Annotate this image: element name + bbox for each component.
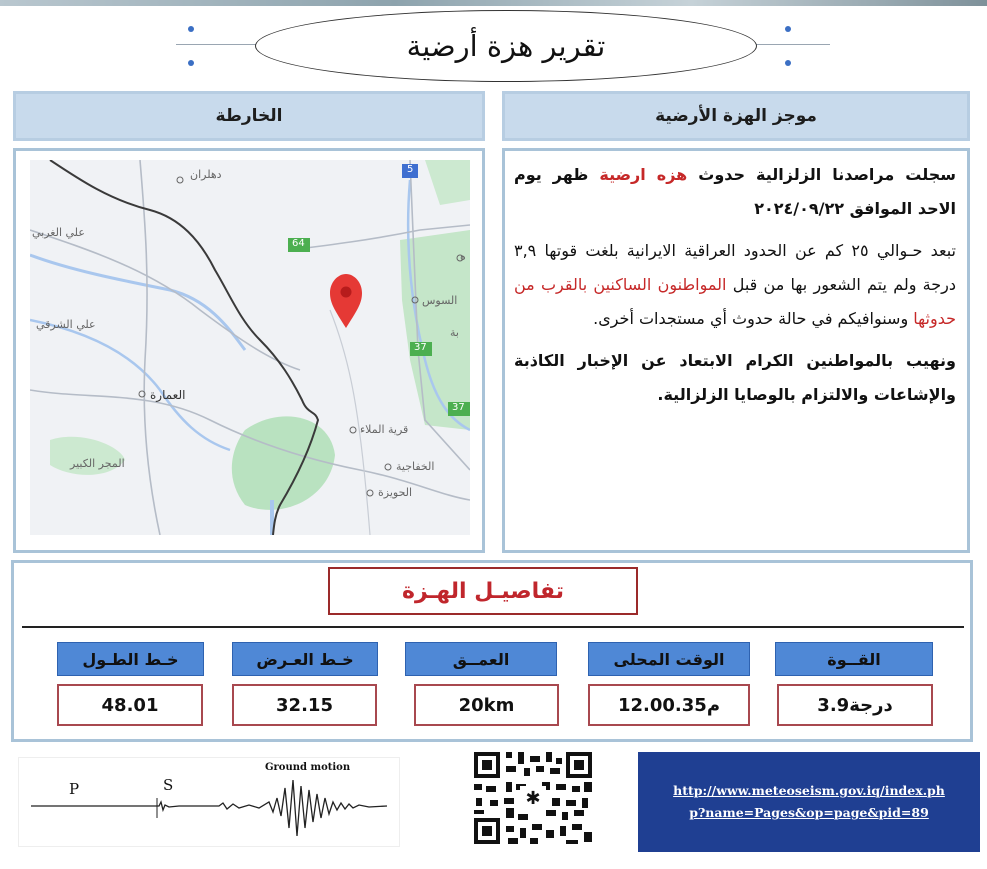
magnitude-label: القــوة — [775, 642, 933, 676]
details-divider — [22, 626, 964, 628]
title-deco-dot — [188, 60, 194, 66]
map-label-khafajiya: الخفاجية — [396, 460, 435, 473]
latitude-label: خـط العـرض — [232, 642, 378, 676]
qr-code-graphic — [470, 748, 596, 848]
title-deco-dot — [785, 60, 791, 66]
seismogram-graphic — [18, 757, 400, 847]
bottom-margin — [0, 852, 987, 869]
map-label-dehloran: دهلران — [190, 168, 222, 181]
title-deco-dot — [188, 26, 194, 32]
road-64-label: 64 — [292, 238, 305, 249]
location-map[interactable] — [30, 160, 470, 535]
map-label-edge: ه — [460, 250, 466, 263]
map-label-ali-sharqi: علي الشرقي — [36, 318, 96, 331]
report-highlight: هزه ارضية — [599, 165, 688, 184]
road-37-label: 37 — [452, 402, 465, 413]
website-panel — [638, 752, 980, 852]
page-title: تقرير هزة أرضية — [255, 10, 757, 82]
magnitude-value: 3.9درجة — [777, 684, 933, 726]
website-link-line-1[interactable]: http://www.meteoseism.gov.iq/index.ph — [673, 783, 945, 798]
report-text-span: ظهر يوم الاحد الموافق ٢٠٢٤/٠٩/٢٢ — [514, 165, 956, 218]
report-text-span: تبعد حـوالي ٢٥ كم عن الحدود العراقية الايرانية بلغت قوتها ٣,٩ درجة ولم يتم الشعور بها من قبل — [514, 241, 956, 294]
report-paragraph-2 — [514, 234, 956, 336]
p-wave-label: P — [69, 780, 80, 798]
title-deco-line-left — [176, 44, 256, 45]
map-label-amarah: العمارة — [150, 388, 186, 402]
title-deco-dot — [785, 26, 791, 32]
svg-text:✱: ✱ — [525, 788, 541, 809]
report-highlight: المواطنون الساكنين بالقرب من حدوثها — [514, 275, 956, 328]
ground-motion-caption: Ground motion — [265, 762, 351, 773]
report-text-span: وسنوافيكم في حالة حدوث أي مستجدات أخرى. — [593, 309, 914, 328]
map-label-edge: بة — [450, 326, 459, 339]
map-label-susa: السوس — [422, 294, 458, 307]
report-text — [514, 158, 956, 420]
report-text-span: سجلت مراصدنا الزلزالية حدوث — [687, 165, 956, 184]
depth-value: 20km — [414, 684, 559, 726]
local-time-label: الوقت المحلى — [588, 642, 750, 676]
depth-label: العمــق — [405, 642, 557, 676]
longitude-label: خـط الطـول — [57, 642, 204, 676]
map-label-ali-gharbi: علي الغربي — [32, 226, 85, 239]
details-heading: تفاصيـل الهـزة — [328, 567, 638, 615]
map-graphic — [30, 160, 470, 535]
s-wave-label: S — [163, 776, 174, 794]
report-paragraph-1 — [514, 158, 956, 226]
map-heading: الخارطة — [13, 91, 485, 141]
top-banner-strip — [0, 0, 987, 6]
report-paragraph-3: ونهيب بالمواطنين الكرام الابتعاد عن الإخبار الكاذبة والإشاعات والالتزام بالوصايا الزلزالية. — [514, 351, 956, 404]
road-37-label: 37 — [414, 342, 427, 353]
map-label-qalat: قرية الملاء — [360, 423, 409, 436]
map-label-huwaiza: الحويزة — [378, 486, 413, 499]
map-label-majar: المجر الكبير — [70, 457, 125, 470]
longitude-value: 48.01 — [57, 684, 203, 726]
title-deco-line-right — [750, 44, 830, 45]
qr-code[interactable] — [470, 748, 596, 848]
local-time-value: 12.00.35م — [588, 684, 750, 726]
summary-heading: موجز الهزة الأرضية — [502, 91, 970, 141]
road-5-label: 5 — [407, 164, 414, 175]
website-link-line-2[interactable]: p?name=Pages&op=page&pid=89 — [689, 805, 929, 820]
latitude-value: 32.15 — [232, 684, 377, 726]
